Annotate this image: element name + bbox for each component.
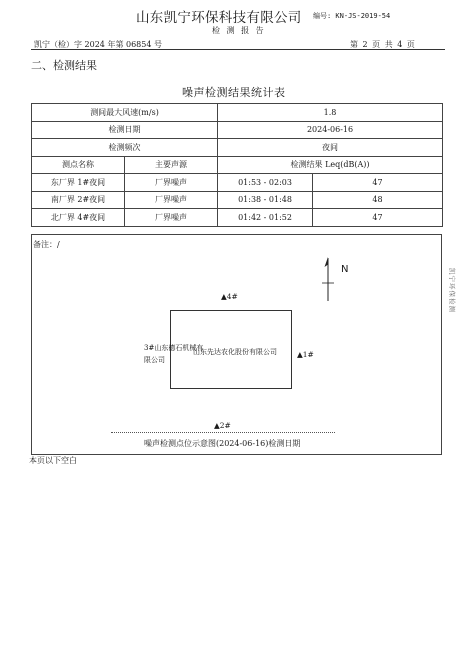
column-header-result: 检测结果 Leq(dB(A)) (218, 156, 443, 174)
noise-results-table (31, 103, 443, 227)
north-label: N (341, 264, 349, 275)
side-stamp: 凯宁环保检测 (448, 268, 456, 313)
cell-time: 01:38 - 01:48 (218, 191, 313, 209)
header-divider (31, 49, 445, 50)
cell-time: 01:42 - 01:52 (218, 209, 313, 227)
table-header-row (32, 156, 443, 174)
table-row (32, 174, 443, 192)
section-title: 二、检测结果 (31, 59, 97, 72)
table-title: 噪声检测结果统计表 (182, 86, 286, 99)
cell-point: 南厂界 2#夜间 (32, 191, 125, 209)
meta-label: 测间最大风速(m/s) (32, 104, 218, 122)
table-row (32, 104, 443, 122)
blank-page-note: 本页以下空白 (29, 456, 77, 465)
column-header-source: 主要声源 (125, 156, 218, 174)
diagram-caption: 噪声检测点位示意图(2024-06-16)检测日期 (144, 439, 301, 448)
cell-time: 01:53 - 02:03 (218, 174, 313, 192)
meta-value: 2024-06-16 (218, 121, 443, 139)
cell-source: 厂界噪声 (125, 209, 218, 227)
report-number: 凯宁（检）字 2024 年第 06854 号 (34, 40, 162, 49)
plant-label: 山东先达农化股份有限公司 (193, 348, 277, 356)
caption-divider (111, 432, 335, 433)
neighbor-label: 3#山东德石机械有限公司 (144, 344, 204, 364)
point-2-marker: ▲2# (214, 421, 231, 430)
meta-value: 夜间 (218, 139, 443, 157)
company-name: 山东凯宁环保科技有限公司 (136, 10, 302, 26)
table-row (32, 191, 443, 209)
cell-source: 厂界噪声 (125, 191, 218, 209)
table-row (32, 121, 443, 139)
cell-source: 厂界噪声 (125, 174, 218, 192)
cell-value: 47 (313, 209, 443, 227)
table-row (32, 139, 443, 157)
north-arrow-icon (318, 255, 358, 305)
table-row (32, 209, 443, 227)
column-header-point: 测点名称 (32, 156, 125, 174)
cell-value: 47 (313, 174, 443, 192)
meta-label: 检测日期 (32, 121, 218, 139)
page-info: 第 2 页 共 4 页 (350, 40, 416, 49)
point-4-marker: ▲4# (221, 292, 238, 301)
meta-label: 检测频次 (32, 139, 218, 157)
point-1-marker: ▲1# (297, 350, 314, 359)
document-type: 检 测 报 告 (212, 26, 266, 35)
cell-point: 北厂界 4#夜间 (32, 209, 125, 227)
remark: 备注：/ (33, 240, 60, 249)
meta-value: 1.8 (218, 104, 443, 122)
document-number: 编号: KN-JS-2019-54 (313, 12, 391, 20)
cell-point: 东厂界 1#夜间 (32, 174, 125, 192)
cell-value: 48 (313, 191, 443, 209)
